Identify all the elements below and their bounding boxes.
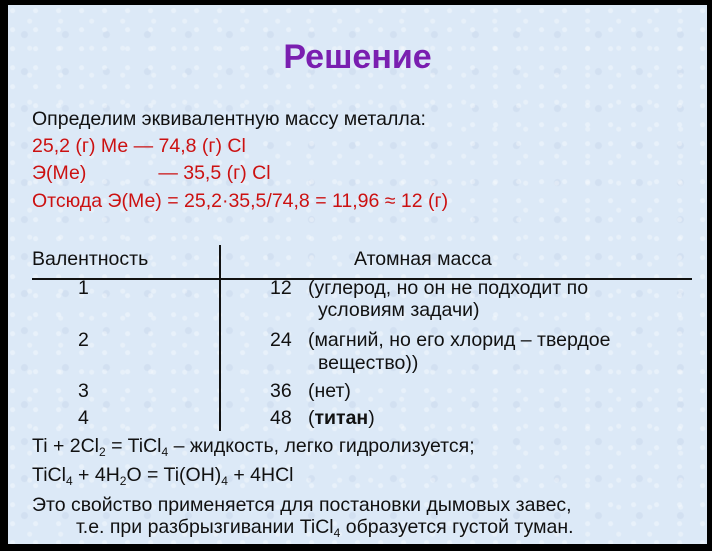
reaction-2-part-a: TiCl [32, 464, 66, 486]
row4-mass: 48 [270, 407, 292, 429]
row3-valence: 3 [78, 380, 89, 402]
page-title: Решение [283, 38, 432, 76]
table-divider-vertical [219, 245, 221, 431]
row2-mass: 24 [270, 329, 292, 351]
conclusion-line-2 [76, 516, 574, 539]
reaction-1-part-b: = TiCl [105, 435, 162, 457]
conclusion-line-2-sub: 4 [333, 526, 341, 540]
intro-line-4: Отсюда Э(Ме) = 25,2·35,5/74,8 = 11,96 ≈ 12 (г) [32, 190, 449, 212]
reaction-1 [32, 435, 475, 458]
reaction-2-sub-3: 4 [221, 474, 228, 488]
reaction-1-sub-2: 4 [161, 445, 169, 459]
intro-line-2: 25,2 (г) Ме — 74,8 (г) Cl [32, 135, 246, 157]
row3-note: (нет) [308, 380, 351, 402]
row1-valence: 1 [78, 277, 89, 299]
row1-mass: 12 [270, 277, 292, 299]
intro-line-3-right: — 35,5 (г) Cl [158, 162, 271, 184]
reaction-2-sub-1: 4 [65, 474, 73, 488]
reaction-2 [32, 464, 294, 487]
row4-note [308, 407, 375, 430]
conclusion-line-1: Это свойство применяется для постановки дымовых завес, [32, 494, 572, 516]
row4-note-open: ( [308, 407, 315, 429]
reaction-2-part-d: + 4HCl [227, 464, 294, 486]
reaction-1-part-a: Ti + 2Cl [32, 435, 100, 457]
table-header-valence: Валентность [32, 248, 149, 270]
row4-valence: 4 [78, 407, 89, 429]
row2-note-cont: вещество)) [318, 352, 419, 374]
table-header-mass: Атомная масса [354, 248, 492, 270]
reaction-2-sub-2: 2 [119, 474, 127, 488]
row1-note: (углерод, но он не подходит по [308, 277, 589, 299]
reaction-1-sub-1: 2 [99, 445, 106, 459]
reaction-1-part-c: – жидкость, легко гидролизуется; [168, 435, 475, 457]
row4-note-close: ) [368, 407, 375, 429]
intro-line-3 [32, 162, 271, 185]
slide [8, 5, 707, 544]
conclusion-line-2-part-a: т.е. при разбрызгивании TiCl [76, 516, 334, 538]
reaction-2-part-b: + 4H [72, 464, 120, 486]
row4-note-bold: титан [314, 407, 369, 429]
row3-mass: 36 [270, 380, 292, 402]
intro-line-3-left: Э(Ме) [32, 162, 87, 184]
reaction-2-part-c: O = Ti(OH) [126, 464, 222, 486]
row2-note: (магний, но его хлорид – твердое [308, 329, 611, 351]
intro-line-1: Определим эквивалентную массу металла: [32, 108, 426, 130]
conclusion-line-2-part-b: образуется густой туман. [340, 516, 574, 538]
row2-valence: 2 [78, 329, 89, 351]
row1-note-cont: условиям задачи) [318, 299, 480, 321]
